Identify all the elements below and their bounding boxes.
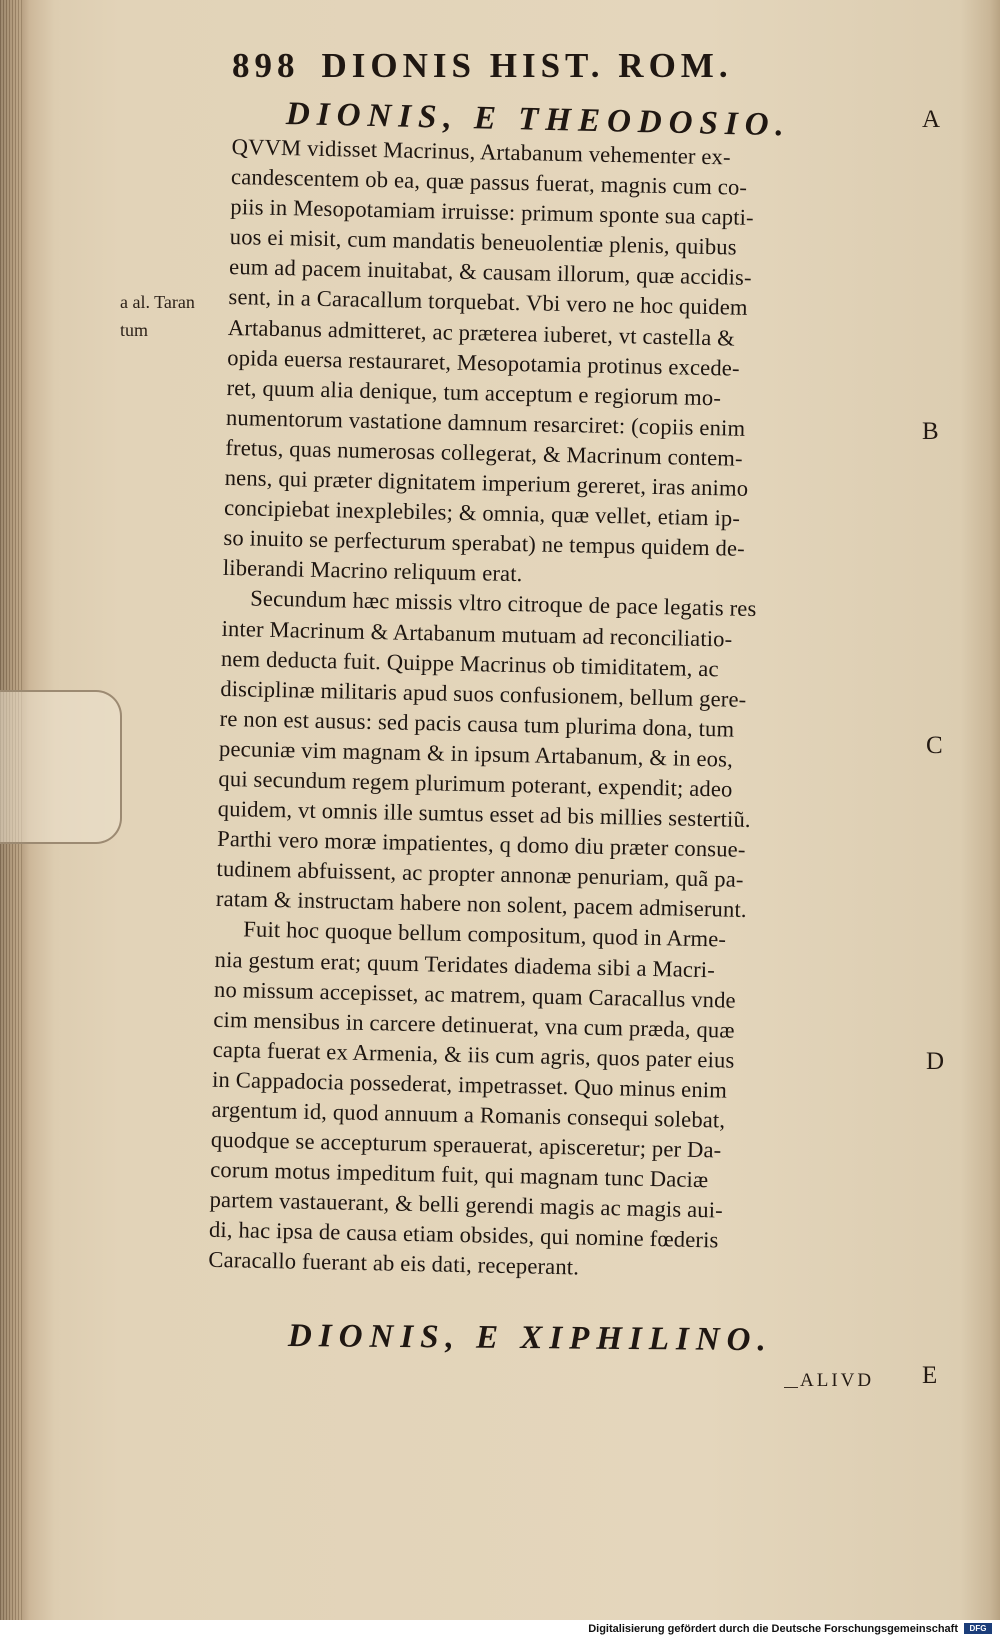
text-line: disciplinæ militaris apud suos confusionem, bellum gere- [220, 675, 747, 712]
text-line: argentum id, quod annuum a Romanis consequi solebat, [211, 1096, 726, 1133]
text-line: di, hac ipsa de causa etiam obsides, qui nomine fœderis [208, 1217, 719, 1253]
catchword-dash [784, 1387, 798, 1388]
text-line: Parthi vero moræ impatientes, q domo diu præter consue- [216, 826, 746, 863]
text-line: Fuit hoc quoque bellum compositum, quod in Arme- [243, 916, 727, 952]
text-line: quodque se accepturum sperauerat, apisceretur; per Da- [210, 1126, 722, 1163]
text-line: pecuniæ vim magnam & in ipsum Artabanum, & in eos, [218, 735, 734, 772]
page-number: 898 [232, 46, 300, 85]
text-line: sent, in a Caracallum torquebat. Vbi vero ne hoc quidem [228, 284, 748, 321]
footer-strip [0, 1620, 1000, 1636]
text-line: in Cappadocia possederat, impetrasset. Quo minus enim [211, 1066, 728, 1103]
body-text [208, 132, 922, 1290]
catchword: ALIVD [800, 1370, 875, 1391]
text-line: Secundum hæc missis vltro citroque de pace legatis res [249, 585, 757, 622]
section-heading-theodosio: DIONIS, E THEODOSIO. [285, 96, 792, 144]
margin-letter-b: B [922, 418, 939, 445]
text-line: tudinem abfuissent, ac propter annonæ penuriam, quã pa- [216, 856, 744, 893]
text-line: no missum accepisset, ac matrem, quam Caracallus vnde [213, 976, 736, 1013]
text-line: candescentem ob ea, quæ passus fuerat, magnis cum co- [230, 164, 748, 200]
margin-letter-a: A [922, 106, 941, 133]
margin-letter-d: D [926, 1048, 945, 1075]
text-line: nia gestum erat; quum Teridates diadema sibi a Macri- [214, 946, 716, 982]
dfg-logo: DFG [964, 1623, 992, 1634]
margin-letter-c: C [926, 732, 943, 759]
text-line: corum motus impeditum fuit, qui magnam tunc Daciæ [210, 1156, 709, 1193]
section-heading-xiphilino: DIONIS, E XIPHILINO. [287, 1318, 773, 1359]
text-line: QVVM vidisset Macrinus, Artabanum vehementer ex- [231, 133, 731, 170]
text-line: nem deducta fuit. Quippe Macrinus ob timiditatem, ac [220, 645, 719, 681]
text-line: uos ei misit, cum mandatis beneuolentiæ plenis, quibus [229, 224, 737, 260]
text-line: Artabanus admitteret, ac præterea iuberet, vt castella & [227, 314, 736, 351]
margin-note-line-1: a al. Taran [120, 292, 195, 312]
running-head [232, 46, 892, 86]
text-line: capta fuerat ex Armenia, & iis cum agris, quos pater eius [212, 1036, 735, 1073]
text-line: cim mensibus in carcere detinuerat, vna cum præda, quæ [213, 1006, 735, 1043]
text-line: Caracallo fuerant ab eis dati, receperant. [208, 1247, 580, 1280]
text-line: fretus, quas numerosas collegerat, & Macrinum contem- [225, 434, 743, 471]
text-line: concipiebat inexplebiles; & omnia, quæ vellet, etiam ip- [223, 495, 741, 531]
margin-note [120, 288, 195, 344]
text-line: eum ad pacem inuitabat, & causam illorum, quæ accidis- [228, 254, 752, 291]
text-line: ratam & instructam habere non solent, pacem admiserunt. [215, 886, 747, 923]
margin-note-line-2: tum [120, 320, 149, 340]
text-line: numentorum vastatione damnum resarciret: (copiis enim [225, 404, 746, 441]
text-line: piis in Mesopotamiam irruisse: primum sponte sua capti- [230, 194, 755, 231]
margin-letter-e: E [922, 1362, 938, 1389]
text-line: qui secundum regem plurimum poterant, expendit; adeo [218, 765, 733, 802]
text-line: opida euersa restauraret, Mesopotamia protinus excede- [227, 344, 740, 381]
text-line: re non est ausus: sed pacis causa tum plurima dona, tum [219, 705, 735, 742]
footer-credit: Digitalisierung gefördert durch die Deutsche Forschungsgemeinschaft [588, 1623, 958, 1635]
running-title: DIONIS HIST. ROM. [321, 46, 733, 85]
text-line: so inuito se perfecturum sperabat) ne tempus quidem de- [223, 525, 746, 562]
page-clip-tab [0, 690, 122, 844]
text-line: ret, quum alia denique, tum acceptum e regiorum mo- [226, 374, 722, 411]
text-line: partem vastauerant, & belli gerendi magis ac magis aui- [209, 1187, 724, 1223]
text-line: nens, qui præter dignitatem imperium gereret, iras animo [224, 464, 749, 501]
text-line: quidem, vt omnis ille sumtus esset ad bis millies sestertiũ. [217, 795, 751, 833]
text-line: liberandi Macrino reliquum erat. [222, 555, 523, 587]
text-line: inter Macrinum & Artabanum mutuam ad reconciliatio- [221, 615, 733, 652]
